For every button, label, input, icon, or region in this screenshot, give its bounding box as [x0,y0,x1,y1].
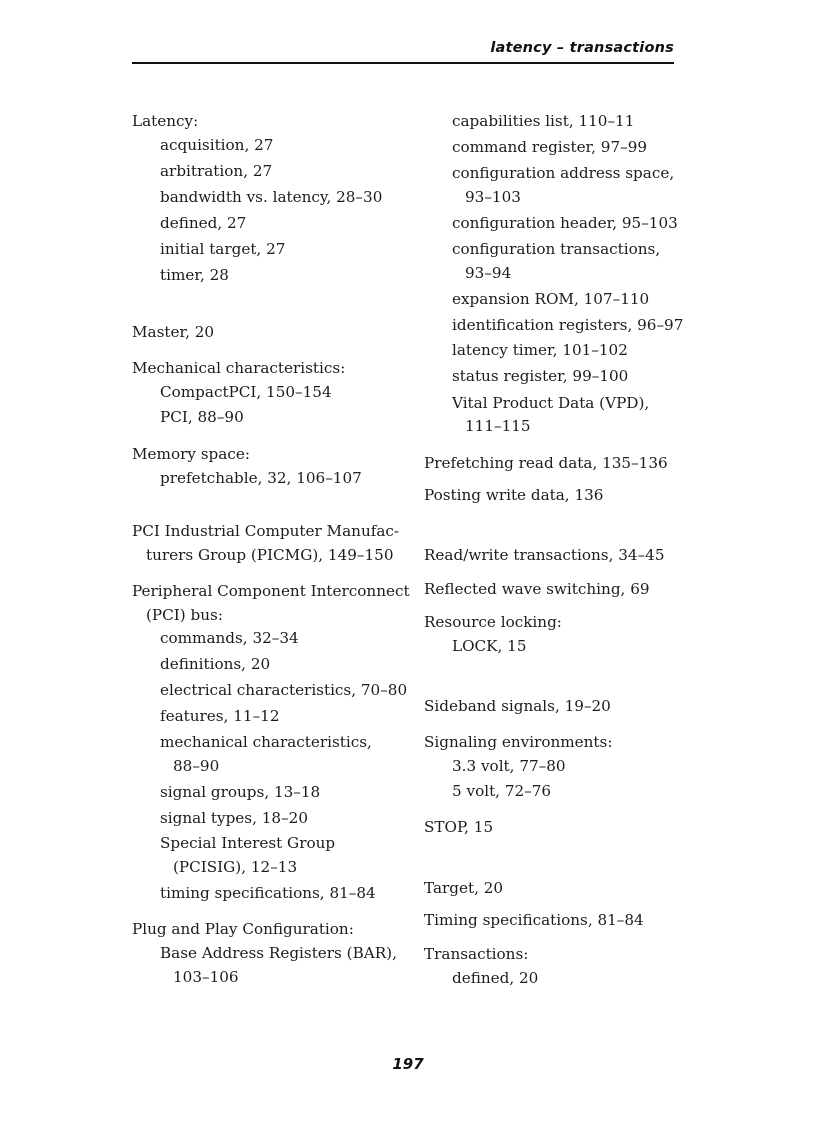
index-subentry: status register, 99–100 [452,367,629,385]
index-subentry: capabilities list, 110–11 [452,112,635,130]
index-subentry: 3.3 volt, 77–80 [452,757,566,775]
index-subentry: LOCK, 15 [452,637,527,655]
index-subentry: signal groups, 13–18 [160,783,321,801]
index-subentry: acquisition, 27 [160,136,274,154]
index-entry-continuation: turers Group (PICMG), 149–150 [146,546,394,564]
index-subentry: timing specifications, 81–84 [160,884,376,902]
index-subentry: bandwidth vs. latency, 28–30 [160,188,383,206]
index-entry: Prefetching read data, 135–136 [424,454,668,472]
index-entry: Mechanical characteristics: [132,359,346,377]
index-subentry: initial target, 27 [160,240,286,258]
header-rule [132,62,674,64]
index-subentry-continuation: 93–94 [465,264,512,282]
index-subentry: CompactPCI, 150–154 [160,383,332,401]
index-subentry: defined, 27 [160,214,247,232]
index-subentry: latency timer, 101–102 [452,341,628,359]
index-subentry: prefetchable, 32, 106–107 [160,469,362,487]
index-entry: Target, 20 [424,879,504,897]
index-subentry: electrical characteristics, 70–80 [160,681,408,699]
index-subentry-continuation: 93–103 [465,188,521,206]
index-subentry: Base Address Registers (BAR), [160,944,397,962]
index-entry: Reflected wave switching, 69 [424,580,650,598]
index-entry: Sideband signals, 19–20 [424,697,611,715]
index-entry: Memory space: [132,445,250,463]
index-subentry: identification registers, 96–97 [452,316,684,334]
index-entry: Transactions: [424,945,529,963]
index-entry: Master, 20 [132,323,215,341]
index-entry: Peripheral Component Interconnect [132,582,410,600]
index-entry: Read/write transactions, 34–45 [424,546,665,564]
index-entry: Resource locking: [424,613,562,631]
index-entry: STOP, 15 [424,818,494,836]
index-subentry: command register, 97–99 [452,138,648,156]
index-entry: Latency: [132,112,199,130]
index-subentry-continuation: 111–115 [465,417,531,435]
index-entry: PCI Industrial Computer Manufac- [132,522,400,540]
running-header: latency – transactions [490,40,674,56]
index-entry: Signaling environments: [424,733,613,751]
index-subentry: configuration address space, [452,164,675,182]
index-subentry: 5 volt, 72–76 [452,782,552,800]
index-subentry: defined, 20 [452,969,539,987]
index-subentry: Vital Product Data (VPD), [452,394,650,412]
index-subentry: expansion ROM, 107–110 [452,290,650,308]
index-entry: Posting write data, 136 [424,486,604,504]
index-subentry: features, 11–12 [160,707,280,725]
index-subentry: configuration transactions, [452,240,661,258]
index-subentry: arbitration, 27 [160,162,273,180]
index-subentry: Special Interest Group [160,834,336,852]
index-subentry: mechanical characteristics, [160,733,372,751]
index-subentry: definitions, 20 [160,655,271,673]
page-number: 197 [392,1055,424,1073]
index-subentry: timer, 28 [160,266,229,284]
index-entry-continuation: (PCI) bus: [146,606,223,624]
index-subentry-continuation: 88–90 [173,757,220,775]
index-subentry-continuation: 103–106 [173,968,239,986]
index-subentry-continuation: (PCISIG), 12–13 [173,858,298,876]
index-subentry: commands, 32–34 [160,629,299,647]
index-entry: Timing specifications, 81–84 [424,911,644,929]
index-subentry: configuration header, 95–103 [452,214,678,232]
index-subentry: PCI, 88–90 [160,408,244,426]
index-subentry: signal types, 18–20 [160,809,308,827]
index-entry: Plug and Play Configuration: [132,920,354,938]
